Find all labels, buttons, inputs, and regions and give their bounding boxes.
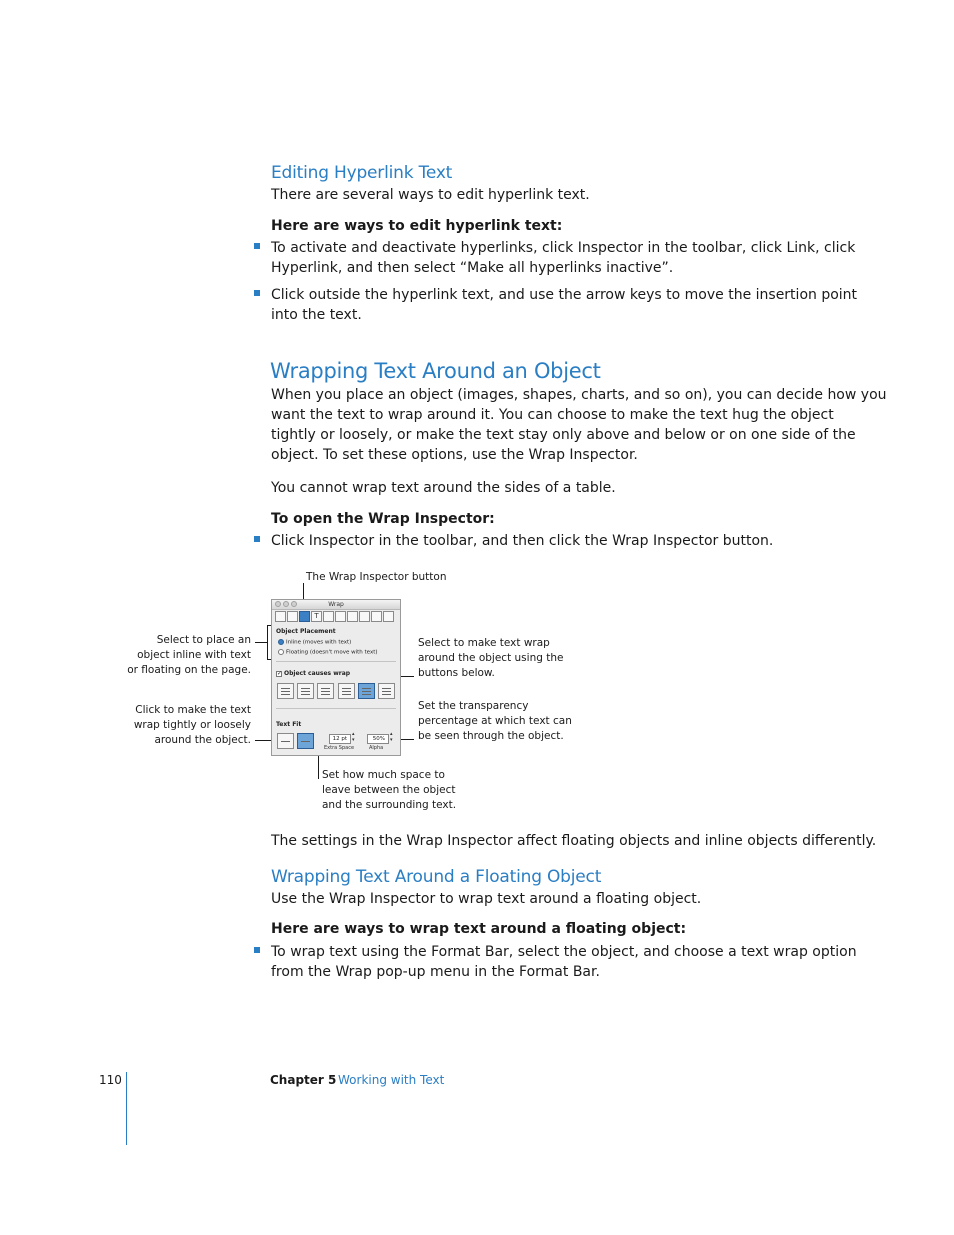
wrap-none-button[interactable]	[378, 683, 395, 699]
footer-chapter-title: Working with Text	[338, 1073, 445, 1087]
paragraph-line: When you place an object (images, shapes, charts, and so on), you can decide how you	[271, 387, 887, 403]
callout-line: Select to make text wrap	[418, 637, 550, 649]
callout-line: Click to make the text	[135, 704, 251, 716]
bullet-text-line: Hyperlink, and then select “Make all hyperlinks inactive”.	[271, 260, 674, 276]
callout-line: or floating on the page.	[127, 664, 251, 676]
metrics-inspector-button[interactable]	[335, 611, 346, 622]
radio-icon	[278, 649, 284, 655]
table-inspector-button[interactable]	[347, 611, 358, 622]
section-heading-floating: Wrapping Text Around a Floating Object	[271, 867, 602, 887]
callout-line: around the object using the	[418, 652, 564, 664]
callout-space	[322, 768, 456, 813]
bullet-text-line: from the Wrap pop-up menu in the Format Bar.	[271, 964, 600, 980]
checkbox-checked-icon: ✓	[277, 669, 283, 677]
callout-line: percentage at which text can	[418, 715, 572, 727]
bullet-marker	[254, 947, 260, 953]
wrap-above-below-button[interactable]	[358, 683, 375, 699]
leader-line	[255, 642, 267, 643]
panel-title: Wrap	[328, 601, 344, 608]
callout-line: Set the transparency	[418, 700, 529, 712]
footer-rule	[126, 1072, 127, 1145]
callout-wrap	[418, 636, 563, 681]
callout-inline	[120, 633, 251, 678]
callout-line: buttons below.	[418, 667, 495, 679]
stepper-down-icon: ▾	[352, 737, 355, 743]
placement-label: Object Placement	[276, 628, 336, 635]
callout-line: Set how much space to	[322, 769, 445, 781]
callout-line: and the surrounding text.	[322, 799, 457, 811]
radio-selected-icon	[278, 639, 284, 645]
layout-inspector-button[interactable]	[287, 611, 298, 622]
text-inspector-button[interactable]: T	[311, 611, 322, 622]
wrap-inspector-button[interactable]	[299, 611, 310, 622]
stepper-up-icon: ▴	[390, 731, 393, 737]
wrap-around-button[interactable]	[297, 683, 314, 699]
paragraph: Use the Wrap Inspector to wrap text around a floating object.	[271, 891, 702, 907]
lead-in: Here are ways to wrap text around a floating object:	[271, 921, 687, 937]
floating-radio[interactable]	[278, 649, 378, 656]
alpha-stepper[interactable]	[390, 731, 393, 743]
stepper-up-icon: ▴	[352, 731, 355, 737]
paragraph: The settings in the Wrap Inspector affect floating objects and inline objects differently.	[271, 833, 877, 849]
graphic-inspector-button[interactable]	[323, 611, 334, 622]
bullet-text-line: To wrap text using the Format Bar, select the object, and choose a text wrap option	[271, 944, 857, 960]
lead-in: Here are ways to edit hyperlink text:	[271, 218, 563, 234]
footer-chapter: Chapter 5	[270, 1073, 337, 1087]
link-inspector-button[interactable]	[371, 611, 382, 622]
bullet-text-line: Click Inspector in the toolbar, and then click the Wrap Inspector button.	[271, 533, 774, 549]
alpha-field[interactable]: 50%	[367, 734, 389, 744]
divider	[276, 708, 396, 709]
wrap-left-button[interactable]	[277, 683, 294, 699]
lead-in: To open the Wrap Inspector:	[271, 511, 495, 527]
text-fit-tight-button[interactable]	[277, 733, 294, 749]
extra-space-field[interactable]: 12 pt	[329, 734, 351, 744]
bullet-marker	[254, 290, 260, 296]
wrap-right-button[interactable]	[317, 683, 334, 699]
paragraph: You cannot wrap text around the sides of a table.	[271, 480, 616, 496]
bullet-text-line: To activate and deactivate hyperlinks, click Inspector in the toolbar, click Link, click	[271, 240, 856, 256]
bullet-text-line: Click outside the hyperlink text, and use the arrow keys to move the insertion point	[271, 287, 858, 303]
callout-wrap-button: The Wrap Inspector button	[306, 571, 447, 583]
checkbox-label: Object causes wrap	[284, 670, 351, 677]
text-fit-loose-button[interactable]	[297, 733, 314, 749]
callout-line: around the object.	[154, 734, 251, 746]
section-heading-wrapping: Wrapping Text Around an Object	[270, 359, 601, 383]
leader-line	[267, 625, 268, 660]
document-inspector-button[interactable]	[275, 611, 286, 622]
callout-alpha	[418, 699, 572, 744]
inline-radio[interactable]	[278, 639, 351, 646]
stepper-down-icon: ▾	[390, 737, 393, 743]
wrap-largest-side-button[interactable]	[338, 683, 355, 699]
extra-space-label: Extra Space	[324, 745, 355, 751]
page-number: 110	[99, 1073, 122, 1087]
callout-line: be seen through the object.	[418, 730, 564, 742]
callout-line: wrap tightly or loosely	[133, 719, 251, 731]
text-fit-label: Text Fit	[276, 721, 302, 728]
extra-space-stepper[interactable]	[352, 731, 355, 743]
alpha-label: Alpha	[369, 745, 384, 751]
paragraph-line: tightly or loosely, or make the text stay only above and below or on one side of the	[271, 427, 856, 443]
callout-line: Select to place an	[156, 634, 251, 646]
bullet-marker	[254, 536, 260, 542]
paragraph-line: want the text to wrap around it. You can choose to make the text hug the object	[271, 407, 834, 423]
bullet-text-line: into the text.	[271, 307, 362, 323]
quicktime-inspector-button[interactable]	[383, 611, 394, 622]
paragraph: There are several ways to edit hyperlink text.	[271, 187, 590, 203]
callout-tight	[120, 703, 251, 748]
option-label: Inline (moves with text)	[286, 639, 352, 646]
callout-line: object inline with text	[137, 649, 251, 661]
causes-wrap-checkbox[interactable]	[276, 670, 350, 677]
chart-inspector-button[interactable]	[359, 611, 370, 622]
callout-line: leave between the object	[322, 784, 456, 796]
wrap-inspector-panel	[271, 599, 401, 756]
bullet-marker	[254, 243, 260, 249]
panel-titlebar	[272, 600, 400, 610]
option-label: Floating (doesn't move with text)	[286, 649, 378, 656]
paragraph-line: object. To set these options, use the Wrap Inspector.	[271, 447, 638, 463]
section-heading-editing: Editing Hyperlink Text	[271, 163, 453, 183]
divider	[276, 661, 396, 662]
